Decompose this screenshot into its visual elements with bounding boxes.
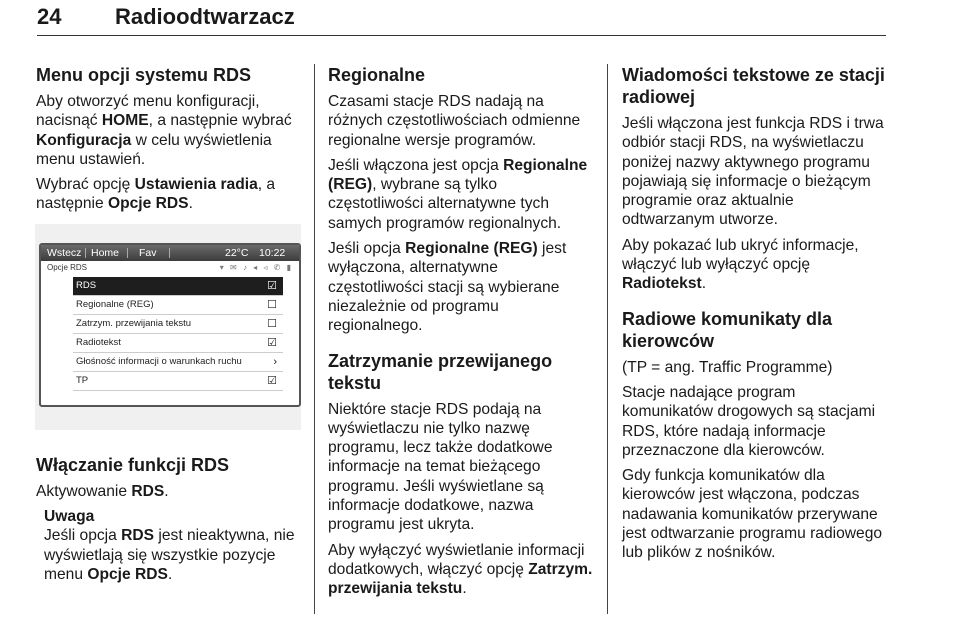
text: Wybrać opcję <box>36 176 135 194</box>
status-icons: ▾ ✉ ♪ ◂ ◃ ✆ ▮ <box>219 262 293 272</box>
term-regionalne: Regionalne (REG) <box>328 156 588 194</box>
checkbox-checked-icon: ☑ <box>267 374 277 387</box>
heading-regional: Regionalne <box>328 65 426 85</box>
temperature: 22°C <box>225 246 249 259</box>
column-1 <box>36 64 302 584</box>
menu-item-label: TP <box>76 374 89 386</box>
column-divider <box>607 64 608 614</box>
checkbox-checked-icon: ☑ <box>267 336 277 349</box>
display-subbar <box>41 261 299 274</box>
menu-item-regional[interactable] <box>73 296 283 315</box>
term-opcje-rds: Opcje RDS <box>107 195 189 213</box>
paragraph <box>328 541 594 599</box>
menu-item-label: Radiotekst <box>76 336 121 348</box>
term-radiotekst: Radiotekst <box>622 275 702 293</box>
menu-item-traffic-volume[interactable] <box>73 353 283 372</box>
paragraph <box>36 175 302 214</box>
term-home: HOME <box>101 112 149 130</box>
column-divider <box>314 64 315 614</box>
menu-item-rds[interactable] <box>73 277 283 296</box>
text: . <box>462 580 467 598</box>
heading-traffic: Radiowe komunikaty dla kierowców <box>622 308 833 351</box>
column-2 <box>328 64 594 605</box>
menu-item-label: Regionalne (REG) <box>76 298 154 310</box>
term-regionalne: Regionalne (REG) <box>405 240 538 258</box>
paragraph: Jeśli włączona jest funkcja RDS i trwa odbiór stacji RDS, na wyświetlaczu poniżej nazwy aktywnego programu pojawiają się informacje o bieżącym programie oraz aktualnie odtwarzanym utworze. <box>622 115 884 229</box>
clock: 10:22 <box>259 246 286 259</box>
text: , wybrane są tylko częstotliwości alternatywne tych samych programów regionalnych. <box>328 176 562 232</box>
menu-item-stop-scroll[interactable] <box>73 315 283 334</box>
text: Aby pokazać lub ukryć informacje, włączyć lub wyłączyć opcję <box>622 236 859 274</box>
display-topbar <box>41 245 299 261</box>
fav-button[interactable]: Fav <box>139 246 157 259</box>
heading-enable-rds: Włączanie funkcji RDS <box>36 454 230 475</box>
page-header <box>37 4 295 30</box>
paragraph <box>622 236 890 294</box>
text: w celu wyświetlenia menu ustawień. <box>36 131 272 168</box>
term-rds: RDS <box>121 527 155 545</box>
rds-options-list <box>73 277 283 391</box>
text: , a następnie <box>36 176 276 213</box>
paragraph: Stacje nadające program komunikatów drogowych są stacjami RDS, które nadają informacje przeznaczone dla kierowców. <box>622 383 876 459</box>
paragraph <box>36 482 302 501</box>
screen-illustration <box>35 224 301 430</box>
checkbox-unchecked-icon: ☐ <box>267 317 277 330</box>
text: Jeśli włączona jest opcja <box>328 156 504 174</box>
divider <box>85 248 86 258</box>
heading-radiotext: Wiadomości tekstowe ze stacji radiowej <box>622 65 885 107</box>
paragraph: (TP = ang. Traffic Programme) <box>622 358 833 376</box>
back-button[interactable]: Wstecz <box>47 246 82 259</box>
text: . <box>701 275 707 293</box>
header-rule <box>37 35 886 36</box>
paragraph: Czasami stacje RDS nadają na różnych częstotliwościach odmienne regionalne wersje programów. <box>328 93 581 149</box>
term-konfiguracja: Konfiguracja <box>36 131 132 149</box>
paragraph <box>36 92 302 169</box>
menu-item-tp[interactable] <box>73 372 283 391</box>
text: jest nieaktywna, nie wyświetlają się wszystkie pozycje menu <box>44 527 295 583</box>
checkbox-checked-icon: ☑ <box>267 279 277 292</box>
menu-title: Opcje RDS <box>47 262 88 272</box>
note-box <box>36 507 302 584</box>
text: . <box>164 482 169 500</box>
term-rds: RDS <box>131 482 165 500</box>
column-3 <box>622 64 890 569</box>
paragraph <box>328 156 594 233</box>
heading-stop-scroll: Zatrzymanie przewijanego tekstu <box>328 350 553 393</box>
display-frame <box>39 243 301 407</box>
text: Jeśli opcja <box>328 240 406 258</box>
divider <box>169 248 170 258</box>
text: jest wyłączona, alternatywne częstotliwości stacji są wybierane niezależnie od programu regionalnego. <box>328 240 567 335</box>
text: Aby wyłączyć wyświetlanie informacji dodatkowych, włączyć opcję <box>328 541 585 578</box>
text: Aby otworzyć menu konfiguracji, nacisnąć <box>36 93 260 130</box>
menu-item-label: Głośność informacji o warunkach ruchu <box>76 355 242 367</box>
paragraph <box>328 239 594 335</box>
menu-item-label: Zatrzym. przewijania tekstu <box>76 317 192 329</box>
menu-item-label: RDS <box>76 279 97 291</box>
term-ustawienia-radia: Ustawienia radia <box>134 176 258 194</box>
text: Aktywowanie <box>36 482 132 500</box>
text: Jeśli opcja <box>44 527 122 545</box>
text: . <box>167 565 173 583</box>
text: . <box>188 195 193 213</box>
checkbox-unchecked-icon: ☐ <box>267 298 277 311</box>
note-text <box>44 526 302 584</box>
heading-rds-menu: Menu opcji systemu RDS <box>36 65 252 85</box>
chapter-title: Radioodtwarzacz <box>115 4 295 29</box>
text: , a następnie wybrać <box>148 112 292 130</box>
paragraph: Niektóre stacje RDS podają na wyświetlaczu nie tylko nazwę programu, lecz także dodatkowe informacje na temat bieżącego programu. Jeśli wyświetlane są informacje dodatkowe, nazwa programu jest ukryta. <box>328 400 553 534</box>
menu-item-radiotext[interactable] <box>73 334 283 353</box>
chevron-right-icon: › <box>273 355 277 368</box>
term-opcje-rds: Opcje RDS <box>87 565 168 583</box>
home-button[interactable]: Home <box>91 246 120 259</box>
divider <box>127 248 128 258</box>
term-zatrzym: Zatrzym. przewijania tekstu <box>328 560 593 598</box>
paragraph: Gdy funkcja komunikatów dla kierowców jest włączona, podczas nadawania komunikatów przerywane jest odtwarzanie programu radiowego lub plików z nośników. <box>622 467 883 562</box>
note-title: Uwaga <box>44 508 95 526</box>
page-number: 24 <box>37 4 62 29</box>
